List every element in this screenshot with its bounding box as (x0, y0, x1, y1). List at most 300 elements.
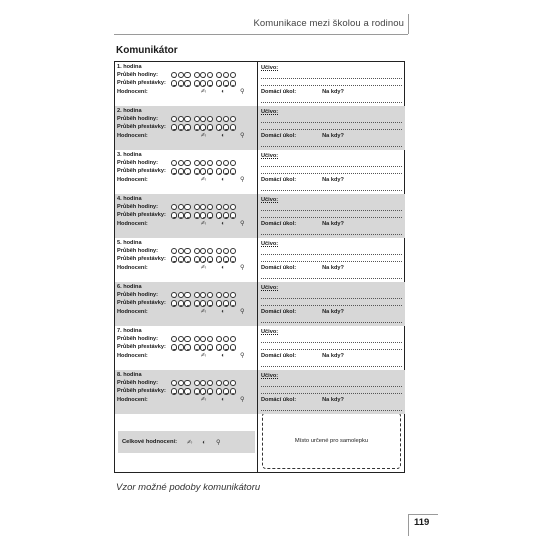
smiley-group (171, 380, 191, 386)
smiley-face-icon (223, 160, 229, 166)
smiley-face-icon (216, 116, 222, 122)
moon-icon: ◐ (202, 438, 207, 446)
smiley-face-icon (216, 344, 222, 350)
smiley-face-icon (223, 204, 229, 210)
lesson-break-row (117, 167, 255, 175)
thumb-icon: ✍ (201, 88, 207, 96)
lesson-break-row (117, 123, 255, 131)
lesson-eval-row (117, 176, 255, 184)
lesson-number: 4. hodina (117, 196, 142, 202)
lesson-course-row (117, 159, 255, 167)
smiley-face-icon (171, 116, 177, 122)
smiley-face-icon (184, 292, 190, 298)
smiley-group (216, 160, 236, 166)
homework-row (261, 132, 402, 140)
note-block (258, 150, 405, 194)
dotted-line (261, 97, 402, 103)
lesson-block (115, 194, 257, 238)
smiley-face-icon (178, 300, 184, 306)
eval-icons (201, 88, 244, 95)
smiley-face-icon (194, 168, 200, 174)
header-rule (114, 34, 408, 35)
break-label: Průběh přestávky: (117, 256, 166, 263)
smiley-face-icon (200, 256, 206, 262)
dotted-line (261, 229, 402, 235)
smiley-face-icon (178, 80, 184, 86)
smiley-face-icon (223, 388, 229, 394)
due-label: Na kdy? (322, 265, 344, 272)
smiley-face-icon (230, 124, 236, 130)
due-label: Na kdy? (322, 397, 344, 404)
topic-label: Učivo: (261, 153, 279, 159)
eval-icons (201, 264, 244, 271)
due-label: Na kdy? (322, 221, 344, 228)
smiley-group (171, 292, 191, 298)
pin-icon: ⚲ (239, 264, 245, 272)
smiley-face-icon (223, 116, 229, 122)
smiley-group (216, 292, 236, 298)
smiley-group (216, 124, 236, 130)
smiley-face-icon (216, 256, 222, 262)
topic-label: Učivo: (261, 109, 279, 115)
smiley-face-icon (216, 300, 222, 306)
smiley-face-icon (230, 116, 236, 122)
smiley-group (194, 212, 214, 218)
smiley-face-icon (171, 388, 177, 394)
smiley-group (171, 212, 191, 218)
communicator-form (114, 61, 405, 473)
smiley-face-icon (184, 124, 190, 130)
smiley-face-icon (184, 300, 190, 306)
thumb-icon: ✍ (201, 396, 207, 404)
smiley-rating-group (171, 344, 238, 350)
moon-icon: ◐ (221, 88, 225, 96)
smiley-group (171, 80, 191, 86)
smiley-face-icon (223, 380, 229, 386)
smiley-group (216, 204, 236, 210)
topic-label: Učivo: (261, 241, 279, 247)
smiley-face-icon (207, 380, 213, 386)
eval-icons (201, 220, 244, 227)
smiley-group (171, 204, 191, 210)
due-label: Na kdy? (322, 309, 344, 316)
smiley-face-icon (216, 292, 222, 298)
smiley-face-icon (207, 256, 213, 262)
lesson-number: 3. hodina (117, 152, 142, 158)
eval-label: Hodnocení: (117, 264, 148, 271)
smiley-face-icon (207, 248, 213, 254)
note-block (258, 282, 405, 326)
smiley-face-icon (184, 168, 190, 174)
thumb-icon: ✍ (201, 308, 207, 316)
lesson-block (115, 62, 257, 106)
smiley-face-icon (230, 388, 236, 394)
header-rule-vertical (408, 14, 409, 34)
homework-label: Domácí úkol: (261, 133, 297, 140)
lesson-eval-row (117, 264, 255, 272)
smiley-group (194, 72, 214, 78)
smiley-face-icon (178, 388, 184, 394)
dotted-line (261, 381, 402, 387)
smiley-face-icon (216, 212, 222, 218)
eval-label: Hodnocení: (117, 132, 148, 139)
course-label: Průběh hodiny: (117, 292, 159, 299)
smiley-face-icon (230, 160, 236, 166)
smiley-group (216, 116, 236, 122)
note-block (258, 326, 405, 370)
smiley-rating-group (171, 80, 238, 86)
smiley-face-icon (216, 80, 222, 86)
eval-icons (201, 132, 244, 139)
homework-label: Domácí úkol: (261, 353, 297, 360)
lesson-eval-row (117, 352, 255, 360)
smiley-face-icon (184, 160, 190, 166)
smiley-face-icon (171, 300, 177, 306)
smiley-rating-group (171, 248, 238, 254)
thumb-icon: ✍ (201, 132, 207, 140)
pin-icon: ⚲ (239, 308, 245, 316)
smiley-group (216, 336, 236, 342)
eval-icons (201, 396, 244, 403)
smiley-face-icon (200, 204, 206, 210)
smiley-face-icon (207, 160, 213, 166)
smiley-face-icon (178, 344, 184, 350)
dotted-line (261, 185, 402, 191)
smiley-face-icon (171, 72, 177, 78)
lesson-number: 8. hodina (117, 372, 142, 378)
break-label: Průběh přestávky: (117, 388, 166, 395)
moon-icon: ◐ (221, 308, 225, 316)
smiley-group (216, 80, 236, 86)
notes-column (257, 62, 404, 472)
smiley-face-icon (200, 380, 206, 386)
note-block (258, 62, 405, 106)
smiley-face-icon (216, 380, 222, 386)
smiley-face-icon (223, 72, 229, 78)
smiley-face-icon (194, 388, 200, 394)
sticker-label: Místo určené pro samolepku (294, 437, 369, 444)
smiley-face-icon (207, 388, 213, 394)
eval-icons (201, 176, 244, 183)
smiley-face-icon (223, 248, 229, 254)
smiley-face-icon (207, 344, 213, 350)
course-label: Průběh hodiny: (117, 160, 159, 167)
smiley-rating-group (171, 212, 238, 218)
smiley-face-icon (178, 256, 184, 262)
smiley-face-icon (171, 160, 177, 166)
lesson-block (115, 238, 257, 282)
smiley-group (171, 256, 191, 262)
smiley-face-icon (171, 336, 177, 342)
smiley-face-icon (184, 80, 190, 86)
thumb-icon: ✍ (201, 176, 207, 184)
smiley-face-icon (200, 388, 206, 394)
smiley-face-icon (194, 300, 200, 306)
smiley-group (171, 116, 191, 122)
overall-label: Celkové hodnocení: (122, 439, 178, 445)
smiley-rating-group (171, 300, 238, 306)
break-label: Průběh přestávky: (117, 168, 166, 175)
smiley-rating-group (171, 256, 238, 262)
smiley-face-icon (230, 256, 236, 262)
topic-label: Učivo: (261, 373, 279, 379)
thumb-icon: ✍ (187, 438, 193, 446)
thumb-icon: ✍ (201, 264, 207, 272)
pin-icon: ⚲ (216, 438, 221, 446)
smiley-face-icon (194, 344, 200, 350)
pin-icon: ⚲ (239, 396, 245, 404)
smiley-face-icon (230, 300, 236, 306)
smiley-face-icon (184, 248, 190, 254)
lesson-break-row (117, 79, 255, 87)
dotted-line (261, 168, 402, 174)
break-label: Průběh přestávky: (117, 124, 166, 131)
smiley-face-icon (184, 116, 190, 122)
pin-icon: ⚲ (239, 88, 245, 96)
moon-icon: ◐ (221, 264, 225, 272)
dotted-line (261, 212, 402, 218)
smiley-group (194, 168, 214, 174)
smiley-face-icon (216, 248, 222, 254)
smiley-rating-group (171, 72, 238, 78)
smiley-group (171, 300, 191, 306)
smiley-group (171, 248, 191, 254)
smiley-group (194, 248, 214, 254)
smiley-face-icon (184, 380, 190, 386)
lesson-eval-row (117, 308, 255, 316)
smiley-face-icon (230, 292, 236, 298)
smiley-face-icon (230, 204, 236, 210)
smiley-face-icon (194, 256, 200, 262)
dotted-line (261, 256, 402, 262)
smiley-face-icon (184, 336, 190, 342)
course-label: Průběh hodiny: (117, 72, 159, 79)
dotted-line (261, 337, 402, 343)
homework-label: Domácí úkol: (261, 221, 297, 228)
smiley-face-icon (178, 116, 184, 122)
dotted-line (261, 405, 402, 411)
page-number-rule (408, 514, 438, 515)
smiley-face-icon (194, 160, 200, 166)
lesson-break-row (117, 211, 255, 219)
homework-label: Domácí úkol: (261, 177, 297, 184)
smiley-face-icon (194, 116, 200, 122)
eval-label: Hodnocení: (117, 396, 148, 403)
overall-evaluation (118, 431, 255, 453)
eval-label: Hodnocení: (117, 220, 148, 227)
homework-row (261, 264, 402, 272)
eval-label: Hodnocení: (117, 308, 148, 315)
lesson-course-row (117, 335, 255, 343)
smiley-face-icon (200, 124, 206, 130)
smiley-face-icon (230, 344, 236, 350)
smiley-rating-group (171, 336, 238, 342)
smiley-face-icon (216, 388, 222, 394)
eval-label: Hodnocení: (117, 88, 148, 95)
smiley-face-icon (207, 212, 213, 218)
lesson-number: 2. hodina (117, 108, 142, 114)
lesson-eval-row (117, 88, 255, 96)
smiley-face-icon (194, 80, 200, 86)
break-label: Průběh přestávky: (117, 344, 166, 351)
smiley-face-icon (171, 248, 177, 254)
note-block (258, 106, 405, 150)
eval-label: Hodnocení: (117, 352, 148, 359)
smiley-face-icon (200, 344, 206, 350)
homework-row (261, 352, 402, 360)
smiley-face-icon (178, 168, 184, 174)
dotted-line (261, 124, 402, 130)
smiley-face-icon (171, 80, 177, 86)
smiley-group (171, 160, 191, 166)
dotted-line (261, 117, 402, 123)
smiley-group (216, 168, 236, 174)
smiley-group (194, 344, 214, 350)
lesson-course-row (117, 71, 255, 79)
smiley-face-icon (216, 336, 222, 342)
smiley-group (194, 300, 214, 306)
smiley-rating-group (171, 124, 238, 130)
pin-icon: ⚲ (239, 220, 245, 228)
lesson-number: 5. hodina (117, 240, 142, 246)
smiley-rating-group (171, 204, 238, 210)
smiley-group (216, 212, 236, 218)
smiley-group (216, 344, 236, 350)
smiley-face-icon (200, 72, 206, 78)
due-label: Na kdy? (322, 89, 344, 96)
lesson-course-row (117, 115, 255, 123)
dotted-line (261, 161, 402, 167)
homework-label: Domácí úkol: (261, 265, 297, 272)
smiley-face-icon (223, 300, 229, 306)
course-label: Průběh hodiny: (117, 380, 159, 387)
smiley-group (216, 248, 236, 254)
dotted-line (261, 273, 402, 279)
homework-label: Domácí úkol: (261, 309, 297, 316)
page-number-rule-vertical (408, 514, 409, 536)
sticker-area (262, 412, 401, 469)
smiley-face-icon (207, 292, 213, 298)
dotted-line (261, 141, 402, 147)
smiley-face-icon (178, 72, 184, 78)
topic-label: Učivo: (261, 65, 279, 71)
smiley-face-icon (223, 80, 229, 86)
smiley-rating-group (171, 292, 238, 298)
pin-icon: ⚲ (239, 352, 245, 360)
smiley-face-icon (194, 248, 200, 254)
homework-row (261, 88, 402, 96)
lesson-break-row (117, 255, 255, 263)
lesson-block (115, 282, 257, 326)
smiley-face-icon (216, 124, 222, 130)
smiley-group (194, 124, 214, 130)
homework-row (261, 176, 402, 184)
smiley-face-icon (194, 124, 200, 130)
topic-label: Učivo: (261, 285, 279, 291)
lesson-eval-row (117, 220, 255, 228)
smiley-face-icon (230, 72, 236, 78)
smiley-face-icon (171, 292, 177, 298)
smiley-rating-group (171, 160, 238, 166)
smiley-face-icon (184, 344, 190, 350)
moon-icon: ◐ (221, 176, 225, 184)
note-block (258, 238, 405, 282)
smiley-face-icon (230, 380, 236, 386)
lesson-break-row (117, 343, 255, 351)
lesson-course-row (117, 379, 255, 387)
smiley-face-icon (184, 256, 190, 262)
smiley-face-icon (178, 336, 184, 342)
smiley-group (171, 124, 191, 130)
smiley-face-icon (171, 344, 177, 350)
smiley-face-icon (223, 168, 229, 174)
smiley-group (194, 292, 214, 298)
lesson-course-row (117, 247, 255, 255)
smiley-group (216, 380, 236, 386)
dotted-line (261, 361, 402, 367)
course-label: Průběh hodiny: (117, 248, 159, 255)
smiley-group (194, 388, 214, 394)
thumb-icon: ✍ (201, 220, 207, 228)
smiley-face-icon (200, 80, 206, 86)
pin-icon: ⚲ (239, 132, 245, 140)
course-label: Průběh hodiny: (117, 336, 159, 343)
lesson-number: 1. hodina (117, 64, 142, 70)
lesson-eval-row (117, 132, 255, 140)
smiley-face-icon (178, 204, 184, 210)
smiley-group (216, 388, 236, 394)
moon-icon: ◐ (221, 220, 225, 228)
smiley-face-icon (207, 336, 213, 342)
smiley-face-icon (194, 212, 200, 218)
smiley-face-icon (194, 204, 200, 210)
smiley-face-icon (200, 248, 206, 254)
smiley-face-icon (171, 212, 177, 218)
smiley-face-icon (216, 168, 222, 174)
dotted-line (261, 205, 402, 211)
homework-row (261, 220, 402, 228)
eval-icons (201, 352, 244, 359)
smiley-group (171, 72, 191, 78)
due-label: Na kdy? (322, 353, 344, 360)
lesson-break-row (117, 299, 255, 307)
smiley-group (171, 388, 191, 394)
smiley-face-icon (171, 256, 177, 262)
break-label: Průběh přestávky: (117, 212, 166, 219)
smiley-face-icon (171, 204, 177, 210)
due-label: Na kdy? (322, 177, 344, 184)
smiley-face-icon (200, 336, 206, 342)
smiley-face-icon (194, 72, 200, 78)
lesson-block (115, 106, 257, 150)
running-head: Komunikace mezi školou a rodinou (253, 18, 404, 29)
smiley-rating-group (171, 380, 238, 386)
smiley-face-icon (207, 124, 213, 130)
smiley-face-icon (223, 292, 229, 298)
note-block (258, 370, 405, 414)
lesson-course-row (117, 291, 255, 299)
smiley-face-icon (194, 336, 200, 342)
lesson-block (115, 370, 257, 414)
smiley-face-icon (223, 344, 229, 350)
smiley-group (216, 72, 236, 78)
smiley-group (194, 116, 214, 122)
moon-icon: ◐ (221, 132, 225, 140)
smiley-face-icon (178, 212, 184, 218)
smiley-face-icon (207, 300, 213, 306)
dotted-line (261, 249, 402, 255)
moon-icon: ◐ (221, 352, 225, 360)
